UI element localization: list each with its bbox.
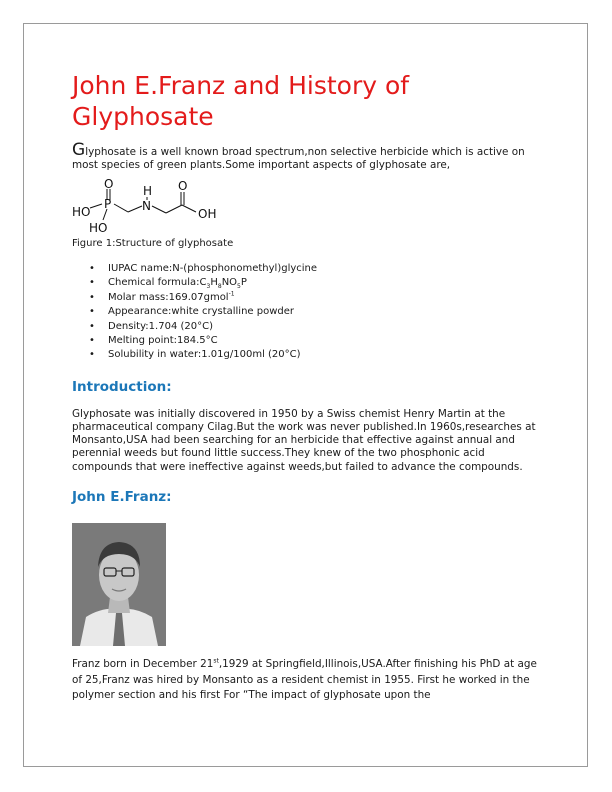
list-item: • Appearance:white crystalline powder	[108, 305, 542, 319]
intro-paragraph	[72, 140, 542, 172]
atom-ho-bottom: HO	[89, 221, 108, 235]
bond-ch2-n	[128, 206, 142, 212]
list-item: • Solubility in water:1.01g/100ml (20°C)	[108, 348, 542, 362]
atom-h: H	[143, 184, 153, 198]
bond-ho-p	[90, 204, 102, 208]
glyphosate-structure-diagram	[72, 176, 262, 236]
document-body	[72, 70, 542, 704]
list-item: • IUPAC name:N-(phosphonomethyl)glycine	[108, 262, 542, 276]
atom-n: N	[142, 199, 151, 213]
list-item: • Density:1.704 (20°C)	[108, 320, 542, 334]
franz-heading: John E.Franz:	[72, 488, 172, 505]
introduction-heading: Introduction:	[72, 378, 172, 395]
intro-text: lyphosate is a well known broad spectrum,non selective herbicide which is active on most species of green plants.Some important aspects of glyphosate are,	[72, 146, 525, 171]
atom-o-phosphoryl: O	[104, 177, 114, 191]
bond-ch2-c	[166, 205, 182, 213]
bond-p-ch2	[114, 204, 128, 212]
introduction-paragraph: Glyphosate was initially discovered in 1950 by a Swiss chemist Henry Martin at the pharmaceutical company Cilag.But the work was never published.In 1960s,researches at Monsanto,USA had been searching for an herbicide that effective against annual and perennial weeds but found little success.They knew of the two phosphonic acid compounds that were ineffective against weeds,but failed to advance the compounds.	[72, 407, 536, 473]
list-item: • Molar mass:169.07gmol$^{-1}$	[108, 291, 542, 305]
page-title: John E.Franz and History of Glyphosate	[72, 71, 410, 131]
figure-caption: Figure 1:Structure of glyphosate	[72, 238, 234, 249]
dropcap-letter: G	[72, 140, 86, 160]
john-franz-portrait	[72, 523, 166, 646]
atom-o-carbonyl: O	[178, 179, 188, 193]
bond-n-ch2	[152, 206, 166, 213]
bond-c-oh	[182, 205, 196, 212]
atom-oh: OH	[198, 207, 217, 221]
franz-bio-paragraph: Franz born in December 21st,1929 at Springfield,Illinois,USA.After finishing his PhD at age of 25,Franz was hired by Monsanto as a resident chemist in 1955. First he worked in the polymer section and his first For “The impact of glyphosate upon the	[72, 657, 537, 702]
properties-list	[72, 262, 542, 363]
atom-p: P	[104, 197, 112, 211]
atom-ho-left: HO	[72, 205, 91, 219]
list-item: • Melting point:184.5°C	[108, 334, 542, 348]
list-item: • Chemical $formula:C_3H_8NO_5P$	[108, 276, 542, 290]
